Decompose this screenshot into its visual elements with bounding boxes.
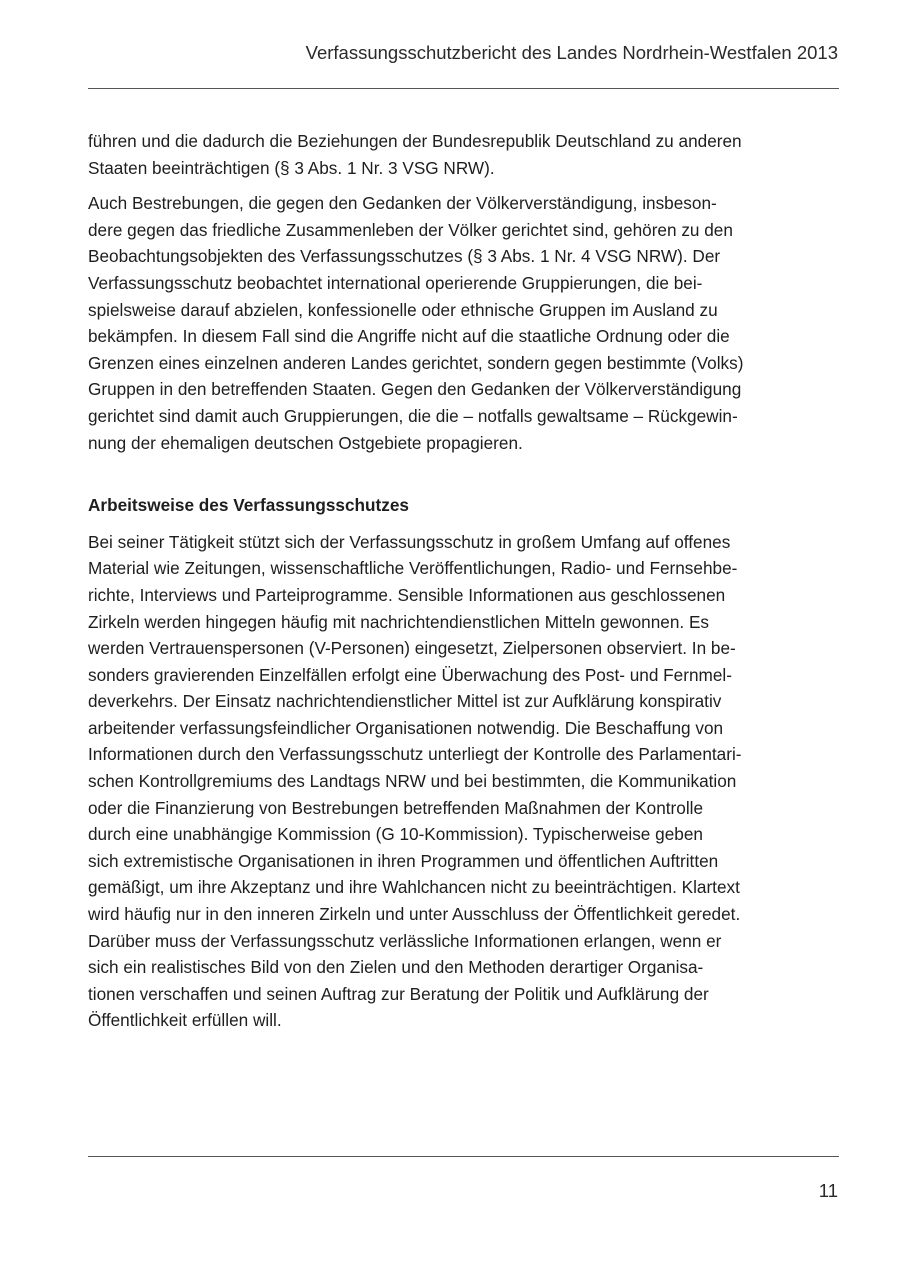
text-line: Staaten beeinträchtigen (§ 3 Abs. 1 Nr. 3 VSG NRW). xyxy=(88,157,495,178)
text-line: wird häufig nur in den inneren Zirkeln und unter Ausschluss der Öffentlichkeit geredet. xyxy=(88,904,741,925)
body-text xyxy=(88,128,798,1034)
text-line: sich extremistische Organisationen in ihren Programmen und öffentlichen Auftritten xyxy=(88,850,719,871)
text-line: Gruppen in den betreffenden Staaten. Gegen den Gedanken der Völkerverständigung xyxy=(88,379,742,400)
text-line: Zirkeln werden hingegen häufig mit nachrichtendienstlichen Mitteln gewonnen. Es xyxy=(88,611,710,632)
footer-rule xyxy=(88,1156,839,1157)
text-line: Grenzen eines einzelnen anderen Landes gerichtet, sondern gegen bestimmte (Volks) xyxy=(88,352,744,373)
text-line: sich ein realistisches Bild von den Zielen und den Methoden derartiger Organisa- xyxy=(88,957,704,978)
text-line: tionen verschaffen und seinen Auftrag zur Beratung der Politik und Aufklärung der xyxy=(88,983,709,1004)
text-line: richte, Interviews und Parteiprogramme. Sensible Informationen aus geschlossenen xyxy=(88,584,726,605)
paragraph-1 xyxy=(88,128,798,181)
page-number: 11 xyxy=(818,1180,838,1201)
text-line: nung der ehemaligen deutschen Ostgebiete propagieren. xyxy=(88,432,523,453)
running-header: Verfassungsschutzbericht des Landes Nordrhein-Westfalen 2013 xyxy=(305,42,838,63)
text-line: Bei seiner Tätigkeit stützt sich der Verfassungsschutz in großem Umfang auf offenes xyxy=(88,531,731,552)
text-line: werden Vertrauenspersonen (V-Personen) eingesetzt, Zielpersonen observiert. In be- xyxy=(88,638,736,659)
text-line: dere gegen das friedliche Zusammenleben der Völker gerichtet sind, gehören zu den xyxy=(88,219,733,240)
text-line: gemäßigt, um ihre Akzeptanz und ihre Wahlchancen nicht zu beeinträchtigen. Klartext xyxy=(88,877,740,898)
text-line: sonders gravierenden Einzelfällen erfolgt eine Überwachung des Post- und Fernmel- xyxy=(88,664,732,685)
text-line: Verfassungsschutz beobachtet international operierende Gruppierungen, die bei- xyxy=(88,272,703,293)
paragraph-3 xyxy=(88,529,798,1034)
text-line: Informationen durch den Verfassungsschutz unterliegt der Kontrolle des Parlamentari- xyxy=(88,744,742,765)
text-line: bekämpfen. In diesem Fall sind die Angriffe nicht auf die staatliche Ordnung oder die xyxy=(88,326,730,347)
text-line: gerichtet sind damit auch Gruppierungen, die die – notfalls gewaltsame – Rückgewin- xyxy=(88,405,738,426)
text-line: Beobachtungsobjekten des Verfassungsschutzes (§ 3 Abs. 1 Nr. 4 VSG NRW). Der xyxy=(88,246,721,267)
text-line: deverkehrs. Der Einsatz nachrichtendienstlicher Mittel ist zur Aufklärung konspirativ xyxy=(88,691,722,712)
text-line: Öffentlichkeit erfüllen will. xyxy=(88,1010,282,1031)
text-line: spielsweise darauf abzielen, konfessionelle oder ethnische Gruppen im Ausland zu xyxy=(88,299,718,320)
text-line: Auch Bestrebungen, die gegen den Gedanken der Völkerverständigung, insbeson- xyxy=(88,193,717,214)
text-line: arbeitender verfassungsfeindlicher Organisationen notwendig. Die Beschaffung von xyxy=(88,717,724,738)
text-line: führen und die dadurch die Beziehungen der Bundesrepublik Deutschland zu anderen xyxy=(88,131,742,151)
header-rule xyxy=(88,88,839,89)
paragraph-2 xyxy=(88,190,798,456)
text-line: schen Kontrollgremiums des Landtags NRW und bei bestimmten, die Kommunikation xyxy=(88,771,737,792)
section-heading: Arbeitsweise des Verfassungsschutzes xyxy=(88,495,409,516)
text-line: oder die Finanzierung von Bestrebungen betreffenden Maßnahmen der Kontrolle xyxy=(88,797,704,818)
text-line: Material wie Zeitungen, wissenschaftliche Veröffentlichungen, Radio- und Fernsehbe- xyxy=(88,558,738,579)
text-line: durch eine unabhängige Kommission (G 10-Kommission). Typischerweise geben xyxy=(88,824,703,845)
text-line: Darüber muss der Verfassungsschutz verlässliche Informationen erlangen, wenn er xyxy=(88,930,722,951)
